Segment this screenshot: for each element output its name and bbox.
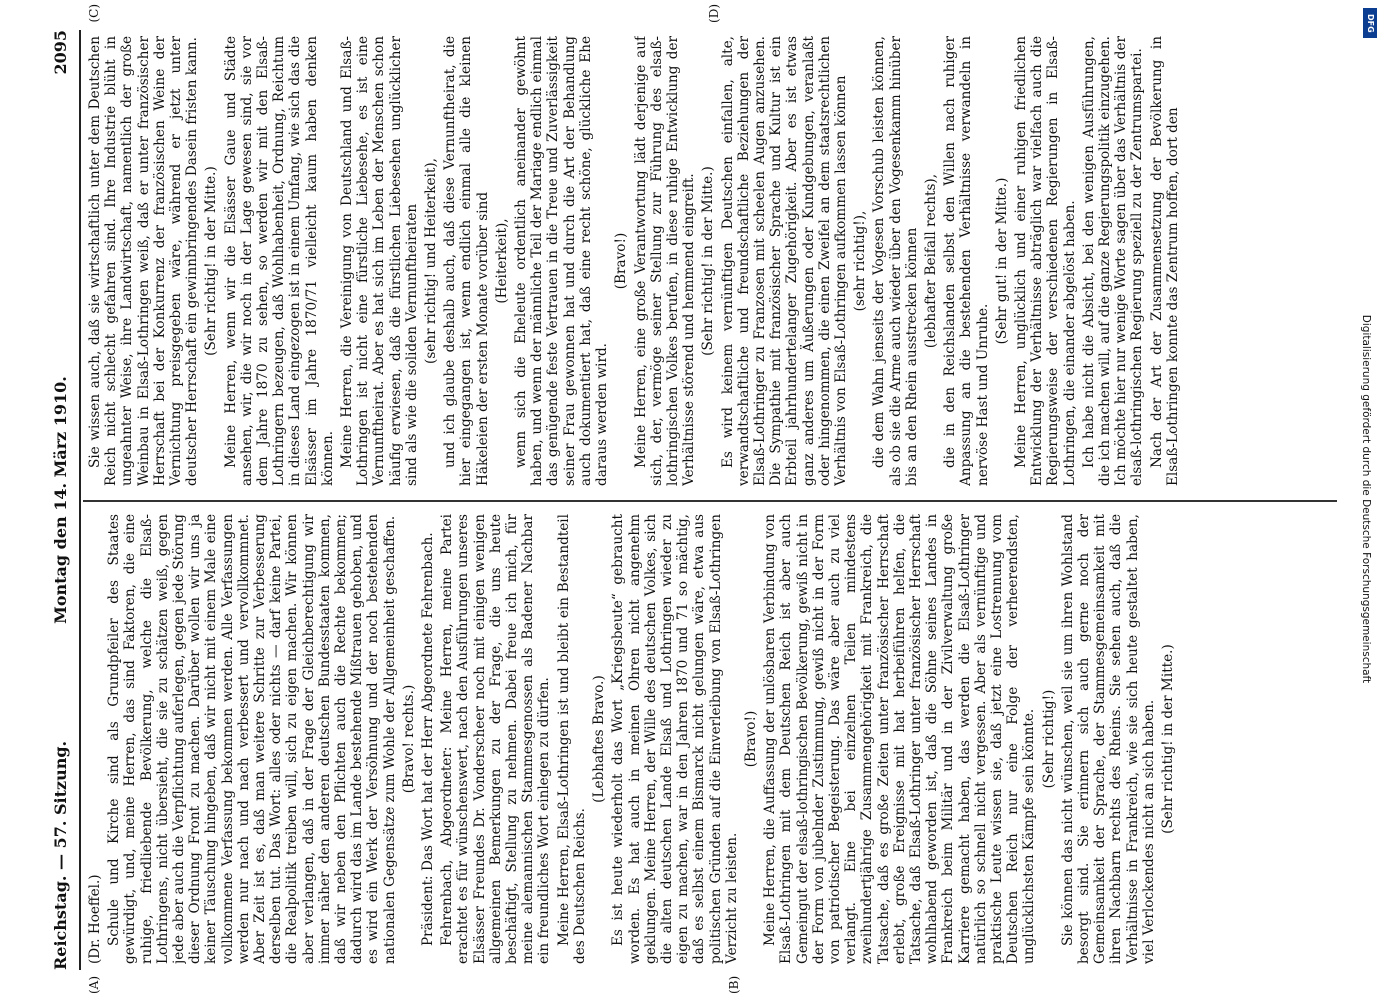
margin-marker-d: (D) <box>706 4 721 23</box>
paragraph: Meine Herren, Elsaß-Lothringen ist und bleibt ein Bestandteil des Deutschen Reichs. <box>555 514 588 964</box>
paragraph: (Bravo! rechts.) <box>400 684 417 794</box>
newspaper-page <box>47 4 1337 994</box>
margin-marker-b: (B) <box>726 975 741 994</box>
paragraph: (Sehr richtig! in der Mitte.) <box>202 166 219 356</box>
paragraph: Sie können das nicht wünschen, weil sie um ihren Wohlstand besorgt sind. Sie erinnern sich auch gerne noch der Gemeinsamkeit der Sprache, der Stammesgemeinsamkeit mit ihren Nachbarn rechts des Rheins. Sie sehen auch, daß die Verhältnisse in Frankreich, wie sie sich heute gestaltet haben, viel Verlockendes nicht an sich haben. <box>1059 514 1157 964</box>
paragraph: Meine Herren, die Vereinigung von Deutschland und Elsaß-Lothringen ist nicht eine fürstliche Liebesehe, es ist eine Vernunftheirat. Aber es hat sich im Leben der Menschen schon häufig erwiesen, daß die fürstlichen Liebesehen unglücklicher sind als wie die soliden Vernunftheiraten <box>338 36 420 486</box>
paragraph: (sehr richtig!), <box>851 210 868 312</box>
paragraph: (Sehr richtig!) <box>1040 689 1057 789</box>
paragraph: Meine Herren, wenn wir die Elsässer Gaue und Städte ansehen, wir, die wir noch in der Lage gewesen sind, sie vor dem Jahre 1870 zu sehen, so werden wir mit den Elsaß-Lothringern bezeugen, daß Wohlhabenheit, Ordnung, Reichtum in dieses Land eingezogen ist in einem Umfang, wie sich das die Elsässer im Jahre 1870/71 vielleicht kaum haben denken können. <box>222 36 336 486</box>
header-rule <box>79 30 81 970</box>
paragraph: Es ist heute wiederholt das Wort „Kriegsbeute“ gebraucht worden. Es hat auch in meinen Ohren nicht angenehm geklungen. Meine Herren, der Wille des deutschen Volkes, sich die alten deutschen Lande Elsaß und Lothringen wieder zu eigen zu machen, war in den Jahren 1870 und 71 so mächtig, daß es selbst einem Bismarck nicht gelungen wäre, etwa aus politischen Gründen auf die Einverleibung von Elsaß-Lothringen Verzicht zu leisten. <box>609 514 740 964</box>
paragraph: Nach der Art der Zusammensetzung der Bevölkerung in Elsaß-Lothringen konnte das Zentrum hoffen, dort den <box>1148 36 1181 486</box>
column-divider <box>83 501 1337 503</box>
paragraph: (Bravo!) <box>742 710 759 768</box>
paragraph: Meine Herren, unglücklich und einer ruhigen friedlichen Entwicklung der Verhältnisse abträglich war vielfach auch die Regierungsweise der verschiedenen Regierungen in Elsaß-Lothringen, die einander abgelöst haben. <box>1012 36 1078 486</box>
paragraph: Schule und Kirche sind als Grundpfeiler des Staates gewürdigt, und, meine Herren, das sind Faktoren, die eine ruhige, friedliebende Bevölkerung, welche die Elsaß-Lothringens, nicht übersieht, die sie zu schätzen weiß, gegen jede aber auch die Verpflichtung auferlegen, gegen jede Störung dieser Ordnung Front zu machen. Darüber wollen wir uns ja keiner Täuschung hingeben, daß wir nicht mit einem Male eine vollkommene Verfassung bekommen werden. Alle Verfassungen werden nur nach und nach verbessert und vervollkommnet. Aber Zeit ist es, daß man weitere Schritte zur Verbesserung derselben tut. Das Wort: alles oder nichts — darf keine Partei, die Realpolitik treiben will, sich zu eigen machen. Wir können aber verlangen, daß in der Frage der Gleichberechtigung wir immer näher den anderen deutschen Bundesstaaten kommen, daß wir neben den Pflichten auch die Rechte bekommen; dadurch wird das im Lande bestehende Mißtrauen gehoben, und es wird ein Werk der Versöhnung und der noch bestehenden nationalen Gegensätze zum Wohle der Allgemeinheit geschaffen. <box>105 514 398 964</box>
margin-marker-c: (C) <box>86 4 101 23</box>
header-session: Reichstag. — 57. Sitzung. <box>50 740 70 970</box>
paragraph: (Dr. Hoeffel.) <box>86 874 103 964</box>
paragraph: (Bravo!) <box>612 232 629 290</box>
header-date: Montag den 14. März 1910. <box>50 376 70 624</box>
paragraph: (lebhafter Beifall rechts), <box>922 173 939 349</box>
digitization-credit <box>1357 10 1375 990</box>
page-header <box>47 30 77 970</box>
dfg-logo-icon: DFG <box>1363 8 1377 38</box>
paragraph: Fehrenbach, Abgeordneter: Meine Herren, meine Partei erachtet es für wünschenswert, nach den Ausführungen unseres Elsässer Freundes Dr. Vonderscheer noch mit einigen wenigen allgemeinen Bemerkungen zu der Frage, die uns heute beschäftigt, Stellung zu nehmen. Dabei freue ich mich, für meine alemannischen Stammesgenossen als Badener Nachbar ein freundliches Wort einlegen zu dürfen. <box>438 514 552 964</box>
paragraph: (Sehr richtig! in der Mitte.) <box>699 166 716 356</box>
paragraph: (Heiterkeit), <box>493 218 510 304</box>
paragraph: Ich habe nicht die Absicht, bei den wenigen Ausführungen, die ich machen will, auf die ganze Regierungspolitik einzugehen. Ich möchte hier nur wenige Worte sagen über das Verhältnis der elsaß-lothringischen Regierung speziell zu der Zentrumspartei. <box>1080 36 1145 486</box>
paragraph: die dem Wahn jenseits der Vogesen Vorschub leisten können, als ob sie die Arme auch wieder über den Vogesenkamm hinüber bis an den Rhein ausstrecken können <box>870 36 920 486</box>
page-number: 2095 <box>50 30 70 75</box>
right-column <box>87 36 1337 486</box>
paragraph: Sie wissen auch, daß sie wirtschaftlich unter dem Deutschen Reich nicht schlecht gefahren sind. Ihre Industrie blüht in ungeahnter Weise, ihre Landwirtschaft, namentlich der große Weinbau in Elsaß-Lothringen weiß, daß er unter französischer Herrschaft bei der Konkurrenz der französischen Weine der Vernichtung preisgegeben wäre, während er jetzt unter deutscher Herrschaft ein gewinnbringendes Dasein fristen kann. <box>86 36 200 486</box>
paragraph: Es wird keinem vernünftigen Deutschen einfallen, alte, verwandtschaftliche und freundschaftliche Beziehungen der Elsaß-Lothringer zu Franzosen mit scheelen Augen anzusehen. Die Sympathie mit französischer Sprache und Kultur ist ein Erbteil jahrhundertelanger Zugehörigkeit. Aber es ist etwas ganz anderes um Äußerungen oder Kundgebungen, veranlaßt oder hingenommen, die einen Zweifel an dem staatsrechtlichen Verhältnis von Elsaß-Lothringen aufkommen lassen können <box>719 36 849 486</box>
paragraph: Meine Herren, eine große Verantwortung lädt derjenige auf sich, der, vermöge seiner Stellung zur Führung des elsaß-lothringischen Volkes berufen, in diese ruhige Entwicklung der Verhältnisse störend und hemmend eingreift. <box>632 36 697 486</box>
paragraph: (Sehr gut! in der Mitte.) <box>993 177 1010 345</box>
paragraph: Meine Herren, die Auffassung der unlösbaren Verbindung von Elsaß-Lothringen mit dem Deutschen Reich ist aber auch Gemeingut der elsaß-lothringischen Bevölkerung, gewiß nicht in der Form von jubelnder Zustimmung, gewiß nicht in der Form von patriotischer Begeisterung. Das wäre aber auch zu viel verlangt. Eine bei einzelnen Teilen mindestens zweihundertjährige Zusammengehörigkeit mit Frankreich, die Tatsache, daß es große Zeiten unter französischer Herrschaft erlebt, große Ereignisse mit hat herbeiführen helfen, die Tatsache, daß Elsaß-Lothringer unter französischer Herrschaft wohlhabend geworden ist, daß die Söhne seines Landes in Frankreich beim Militär und in der Zivilverwaltung große Karriere gemacht haben, das werden die Elsaß-Lothringer natürlich so schnell nicht vergessen. Aber als vernünftige und praktische Leute wissen sie, daß jetzt eine Lostrennung vom Deutschen Reich nur eine Folge der verheerendsten, unglücklichsten Kämpfe sein könnte. <box>761 514 1037 964</box>
paragraph: (Sehr richtig! in der Mitte.) <box>1159 644 1176 834</box>
paragraph: wenn sich die Eheleute ordentlich aneinander gewöhnt haben, und wenn der männliche Teil der Mariage endlich einmal das genügende feste Vertrauen in die Treue und Zuverlässigkeit seiner Frau gewonnen hat und durch die Art der Behandlung auch dokumentiert hat, daß eine recht schöne, glückliche Ehe daraus werden wird. <box>512 36 610 486</box>
paragraph: und ich glaube deshalb auch, daß diese Vernunftheirat, die hier eingegangen ist, wenn endlich einmal alle die kleinen Häkeleien der ersten Monate vorüber sind <box>441 36 491 486</box>
paragraph: Präsident: Das Wort hat der Herr Abgeordnete Fehrenbach. <box>419 532 436 946</box>
paragraph: (Lebhaftes Bravo.) <box>590 675 607 803</box>
paragraph: (sehr richtig! und Heiterkeit), <box>422 158 439 364</box>
left-column <box>87 514 1337 964</box>
margin-marker-a: (A) <box>86 975 101 994</box>
credit-text: Digitalisierung gefördert durch die Deutsche Forschungsgemeinschaft <box>1360 314 1372 684</box>
paragraph: die in den Reichslanden selbst den Willen nach ruhiger Anpassung an die bestehenden Verhältnisse verwandeln in nervöse Hast und Unruhe. <box>941 36 991 486</box>
